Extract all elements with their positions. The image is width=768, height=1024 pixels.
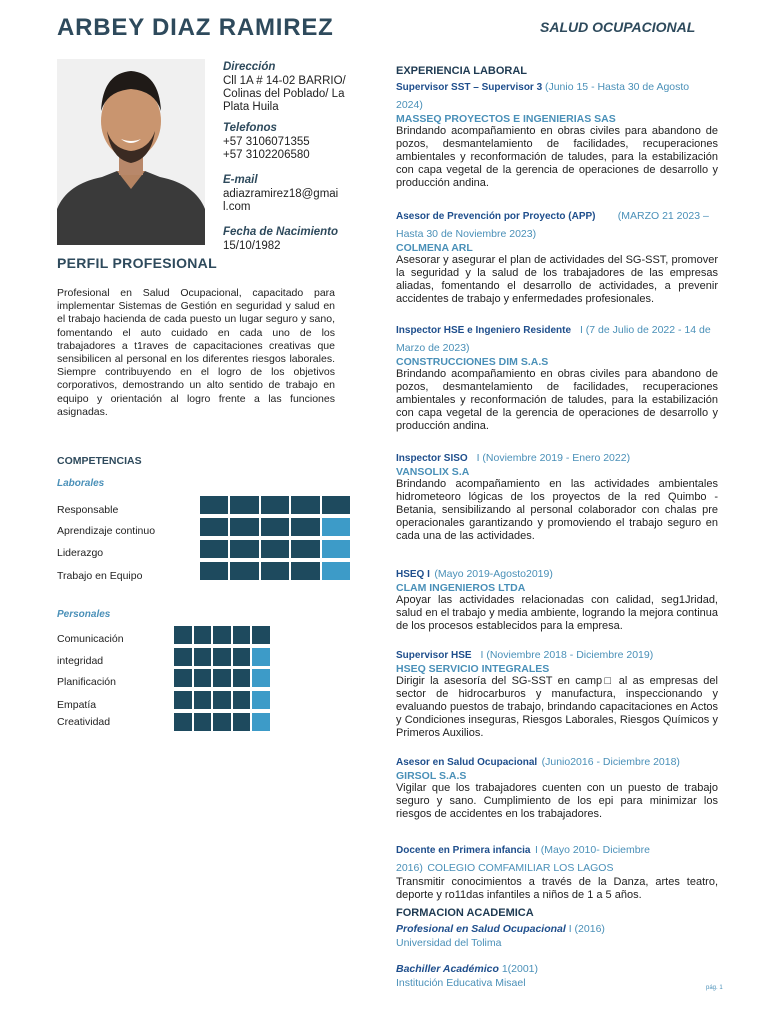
skill-segment — [252, 626, 270, 644]
education-school: Institución Educativa Misael — [396, 977, 526, 989]
job-title: HSEQ I — [396, 569, 430, 580]
candidate-name: ARBEY DIAZ RAMIREZ — [57, 14, 334, 41]
education-degree: Bachiller Académico — [396, 963, 499, 975]
job-company: MASSEQ PROYECTOS E INGENIERIAS SAS — [396, 113, 616, 125]
skill-label: integridad — [57, 655, 104, 667]
skill-segment — [174, 669, 192, 687]
job-company: HSEQ SERVICIO INTEGRALES — [396, 663, 550, 675]
job-title: Asesor en Salud Ocupacional — [396, 757, 538, 768]
skill-segment — [322, 540, 350, 558]
skill-segment — [200, 540, 228, 558]
laborales-label: Laborales — [57, 478, 105, 489]
job-description: Vigilar que los trabajadores cuenten con un puesto de trabajo seguro y sano. Cumplimiento de los epi para minimizar los riesgos de accidentes en los trabajadores. — [396, 782, 718, 820]
job-dates: I (7 de Julio de 2022 - 14 de Marzo de 2023) — [396, 324, 711, 354]
personales-label: Personales — [57, 609, 111, 620]
skill-bar — [174, 626, 270, 644]
skill-bar — [200, 540, 350, 558]
job-item — [396, 206, 718, 306]
skill-segment — [252, 713, 270, 731]
skill-segment — [252, 669, 270, 687]
skill-segment — [261, 540, 289, 558]
address-block — [223, 61, 353, 114]
job-dates: (Junio 15 - Hasta 30 de Agosto 2024) — [396, 81, 690, 111]
skill-bar — [200, 496, 350, 514]
job-description: Brindando acompañamiento en las actividades ambientales hidrometeoro lógicas de los proyectos de la red Quimbo - Betania, sensibilizando al personal colaborador con chalas pre operacionales garantizando y promoviendo el trabajo seguro en cada una de las actividades. — [396, 478, 718, 542]
job-dates: I (Mayo 2010- Diciembre 2016) — [396, 844, 650, 874]
skill-segment — [194, 626, 212, 644]
profile-photo — [57, 59, 205, 245]
job-description: Dirigir la asesoría del SG-SST en camp□ al as empresas del sector de hidrocarburos y manufactura, inspeccionando y evaluando puestos de trabajo, brindando capacitaciones en Actos y Condiciones inseguras, Riesgos Laborales, Riesgos Químicos y Primeros Auxilios. — [396, 675, 718, 739]
skill-segment — [213, 691, 231, 709]
skill-bar — [174, 669, 270, 687]
skill-segment — [233, 669, 251, 687]
job-description: Apoyar las actividades relacionadas con calidad, seg1Jridad, salud en el trabajo y media ambiente, logrando la mejora continua de los procesos establecidos para la empresa. — [396, 594, 718, 632]
candidate-role: SALUD OCUPACIONAL — [540, 19, 696, 35]
skill-segment — [194, 648, 212, 666]
page-number: pág. 1 — [706, 985, 723, 991]
job-title: Docente en Primera infancia — [396, 845, 531, 856]
job-dates: (MARZO 21 2023 – Hasta 30 de Noviembre 2023) — [396, 210, 709, 240]
job-title: Supervisor HSE — [396, 650, 472, 661]
skill-segment — [291, 518, 319, 536]
job-item — [396, 77, 718, 190]
job-description: Transmitir conocimientos a través de la Danza, artes teatro, deporte y ro11das infantiles a niños de 1 a 5 años. — [396, 876, 718, 901]
skill-bar — [174, 691, 270, 709]
skill-label: Creatividad — [57, 716, 111, 728]
skill-label: Empatía — [57, 699, 97, 711]
skill-label: Comunicación — [57, 633, 124, 645]
phone-value-1: +57 3106071355 — [223, 136, 310, 148]
skill-segment — [200, 496, 228, 514]
skill-segment — [261, 518, 289, 536]
skill-segment — [194, 669, 212, 687]
skill-segment — [194, 691, 212, 709]
skill-segment — [213, 648, 231, 666]
skill-bar — [174, 648, 270, 666]
education-year: 1(2001) — [498, 963, 539, 975]
skill-segment — [322, 496, 350, 514]
education-degree: Profesional en Salud Ocupacional — [396, 923, 566, 935]
skill-segment — [233, 691, 251, 709]
skill-segment — [252, 691, 270, 709]
experience-title-text: EXPERIENCIA LABORAL — [396, 65, 527, 77]
skill-segment — [174, 691, 192, 709]
education-school: Universidad del Tolima — [396, 937, 502, 949]
skill-segment — [174, 648, 192, 666]
email-value[interactable]: adiazramirez18@gmail.com — [223, 188, 339, 213]
skill-segment — [233, 713, 251, 731]
experience-title — [396, 65, 718, 77]
skill-segment — [200, 562, 228, 580]
job-dates: I (Noviembre 2019 - Enero 2022) — [476, 452, 631, 464]
job-company: CLAM INGENIEROS LTDA — [396, 582, 526, 594]
job-company: COLMENA ARL — [396, 242, 473, 254]
competencies-title: COMPETENCIAS — [57, 455, 142, 467]
skill-segment — [233, 626, 251, 644]
birth-value: 15/10/1982 — [223, 240, 281, 252]
address-label: Dirección — [223, 61, 276, 73]
job-item — [396, 752, 718, 821]
phone-value-2: +57 3102206580 — [223, 149, 310, 161]
job-title: Inspector HSE e Ingeniero Residente — [396, 325, 572, 336]
job-item — [396, 645, 718, 740]
education-year: I (2016) — [565, 923, 605, 935]
person-photo-icon — [57, 59, 205, 245]
skill-label: Responsable — [57, 504, 119, 516]
job-item — [396, 840, 718, 902]
job-company: COLEGIO COMFAMILIAR LOS LAGOS — [427, 862, 614, 874]
job-company: CONSTRUCCIONES DIM S.A.S — [396, 356, 549, 368]
education-section — [396, 907, 718, 989]
job-dates: (Junio2016 - Diciembre 2018) — [541, 756, 680, 768]
skill-segment — [213, 626, 231, 644]
job-title: Supervisor SST – Supervisor 3 — [396, 82, 545, 93]
skill-segment — [174, 626, 192, 644]
job-item — [396, 564, 718, 633]
job-item — [396, 448, 718, 543]
skill-segment — [252, 648, 270, 666]
skill-segment — [230, 518, 258, 536]
skill-segment — [200, 518, 228, 536]
skill-segment — [213, 713, 231, 731]
skill-segment — [261, 562, 289, 580]
email-block — [223, 174, 343, 214]
skill-label: Planificación — [57, 676, 116, 688]
birth-label: Fecha de Nacimiento — [223, 226, 339, 238]
job-description: Asesorar y asegurar el plan de actividades del SG-SST, promover la seguridad y la salud de los trabajadores de las empresas aliadas, fomentando el desarrollo de actividades, a prevenir accidentes de trabajo y enfermedades profesionales. — [396, 254, 718, 305]
job-dates: (Mayo 2019-Agosto2019) — [434, 568, 553, 580]
job-title: Inspector SISO — [396, 453, 468, 464]
skill-segment — [261, 496, 289, 514]
skill-segment — [194, 713, 212, 731]
skill-segment — [230, 540, 258, 558]
skill-label: Trabajo en Equipo — [57, 570, 143, 582]
job-item — [396, 320, 718, 433]
phone-block — [223, 122, 353, 162]
job-title: Asesor de Prevención por Proyecto (APP) — [396, 211, 596, 222]
education-title: FORMACION ACADEMICA — [396, 907, 534, 919]
job-company: VANSOLIX S.A — [396, 466, 470, 478]
job-description: Brindando acompañamiento en obras civiles para abandono de pozos, desmantelamiento de facilidades, recuperaciones ambientales y reconformación de taludes, para la estabilización con capa vegetal de la gerencia de operaciones de desarrollo y producción andina. — [396, 368, 718, 432]
skill-segment — [291, 562, 319, 580]
skill-segment — [230, 496, 258, 514]
skill-label: Liderazgo — [57, 547, 104, 559]
skill-segment — [291, 496, 319, 514]
skill-segment — [233, 648, 251, 666]
job-description: Brindando acompañamiento en obras civiles para abandono de pozos, desmantelamiento de facilidades, recuperaciones ambientales y reconformación de taludes, para la estabilización con capa vegetal de la gerencia de operaciones de desarrollo y producción andina. — [396, 125, 718, 189]
skill-segment — [174, 713, 192, 731]
profile-text: Profesional en Salud Ocupacional, capacitado para implementar Sistemas de Gestión en seguridad y salud en el trabajo hacienda de cada puesto un lugar seguro y sano, fomentando el auto cuidado en cada uno de los trabajadores a t1raves de capacitaciones creativas que sensibilicen al personal en los diferentes riesgos laborales. Siempre contribuyendo en el logro de los objetivos corporativos, demostrando un alto sentido de trabajo en equipo y orientación al logro frente a las funciones asignadas. — [57, 287, 335, 418]
skill-bar — [174, 713, 270, 731]
skill-label: Aprendizaje continuo — [57, 525, 156, 537]
birth-block — [223, 226, 353, 253]
address-value: Cll 1A # 14-02 BARRIO/ Colinas del Poblado/ La Plata Huila — [223, 75, 346, 113]
profile-title: PERFIL PROFESIONAL — [57, 255, 217, 271]
skill-segment — [322, 562, 350, 580]
skill-segment — [213, 669, 231, 687]
skill-segment — [291, 540, 319, 558]
job-company: GIRSOL S.A.S — [396, 770, 467, 782]
skill-segment — [322, 518, 350, 536]
skill-segment — [230, 562, 258, 580]
skill-bar — [200, 518, 350, 536]
phone-label: Telefonos — [223, 122, 277, 134]
skill-bar — [200, 562, 350, 580]
job-dates: I (Noviembre 2018 - Diciembre 2019) — [480, 649, 654, 661]
email-label: E-mail — [223, 174, 258, 186]
